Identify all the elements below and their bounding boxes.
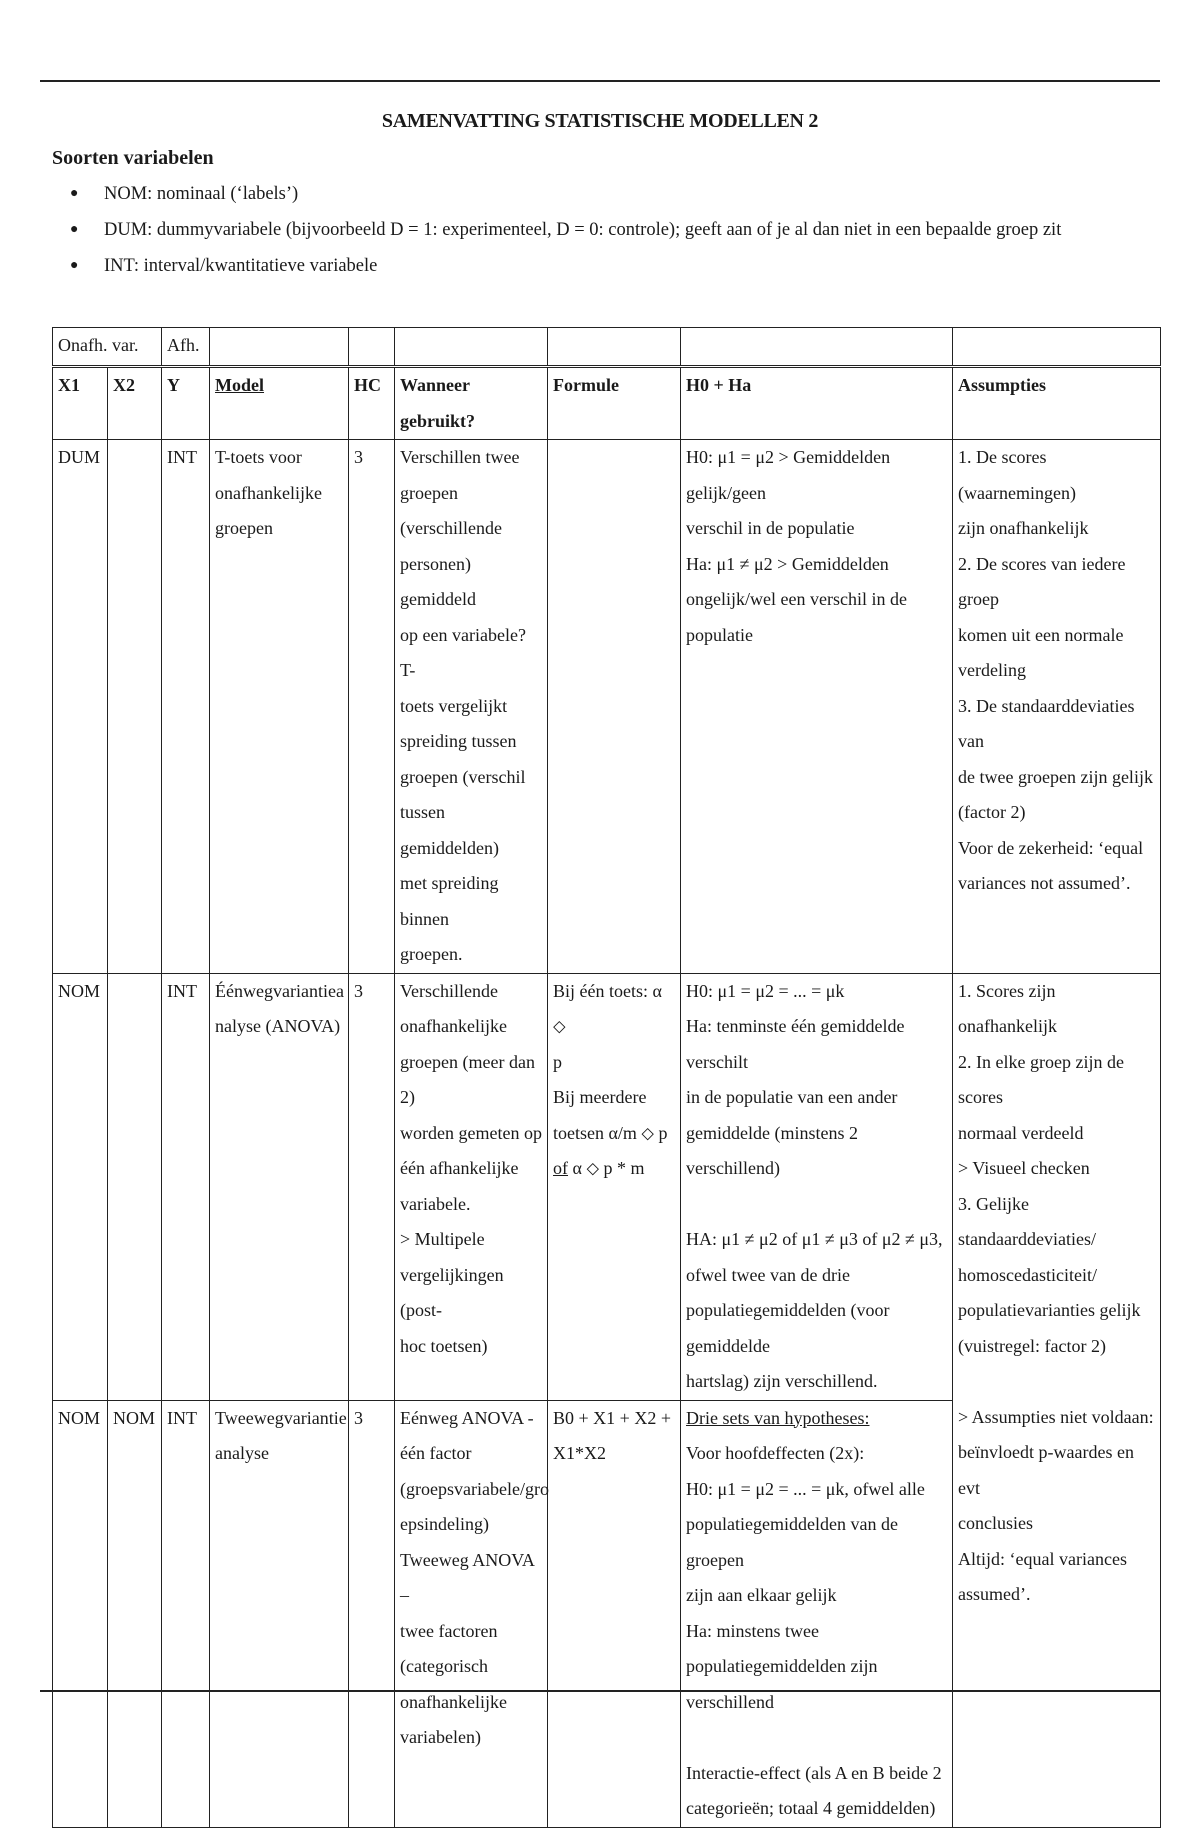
cell-hypotheses: Drie sets van hypotheses: Voor hoofdeffecten (2x): H0: μ1 = μ2 = ... = μk, ofwel alle populatiegemiddelden van de groepen zijn aan elkaar gelijk Ha: minstens twee populatiegemiddelden zijn verschillend Interactie-effect (als A en B beide 2 categorieën; totaal 4 gemiddelden): [681, 1400, 953, 1827]
list-item-text: DUM: dummyvariabele (bijvoorbeeld D = 1: experimenteel, D = 0: controle); geeft aan of je al dan niet in een bepaalde groep zit: [104, 220, 1062, 240]
col-model: Model: [210, 367, 349, 440]
cell-hc: 3: [349, 973, 395, 1400]
col-hc: HC: [349, 367, 395, 440]
cell-x2: NOM: [108, 1400, 162, 1827]
cell-y: INT: [162, 440, 210, 974]
cell-formula: [548, 440, 681, 974]
group-header-row: [53, 328, 1161, 367]
cell-hc: 3: [349, 1400, 395, 1827]
col-when: Wanneer gebruikt?: [395, 367, 548, 440]
cell-when: Eénweg ANOVA - één factor (groepsvariabele/gro epsindeling) Tweeweg ANOVA – twee factoren (categorisch onafhankelijke variabelen): [395, 1400, 548, 1827]
cell-y: INT: [162, 973, 210, 1400]
cell-assumptions: 1. Scores zijn onafhankelijk 2. In elke groep zijn de scores normaal verdeeld > Visueel checken 3. Gelijke standaarddeviaties/ homoscedasticiteit/ populatievarianties gelijk (vuistregel: factor 2) > Assumpties niet voldaan: beïnvloedt p-waardes en evt conclusies Altijd: ‘equal variances assumed’.: [953, 973, 1161, 1827]
top-rule: [40, 80, 1160, 82]
section-heading: Soorten variabelen: [52, 147, 214, 169]
cell-x2: [108, 440, 162, 974]
table-row: [53, 973, 1161, 1400]
list-item-text: NOM: nominaal (‘labels’): [104, 184, 299, 204]
bottom-rule: [40, 1690, 1160, 1692]
cell-formula: Bij één toets: α ⬦ p Bij meerdere toetsen α/m ⬦ p of α ⬦ p * m: [548, 973, 681, 1400]
cell-when: Verschillende onafhankelijke groepen (meer dan 2) worden gemeten op één afhankelijke variabele. > Multipele vergelijkingen (post- hoc toetsen): [395, 973, 548, 1400]
list-item: [70, 218, 1061, 254]
cell-hypotheses: H0: μ1 = μ2 > Gemiddelden gelijk/geen verschil in de populatie Ha: μ1 ≠ μ2 > Gemiddelden ongelijk/wel een verschil in de populatie: [681, 440, 953, 974]
cell-when: Verschillen twee groepen (verschillende personen) gemiddeld op een variabele? T- toets vergelijkt spreiding tussen groepen (verschil tussen gemiddelden) met spreiding binnen groepen.: [395, 440, 548, 974]
col-y: Y: [162, 367, 210, 440]
bullet-icon: ●: [70, 258, 79, 273]
col-assumptions: Assumpties: [953, 367, 1161, 440]
page-title: SAMENVATTING STATISTISCHE MODELLEN 2: [381, 110, 819, 132]
cell-assumptions: 1. De scores (waarnemingen) zijn onafhankelijk 2. De scores van iedere groep komen uit een normale verdeling 3. De standaarddeviaties van de twee groepen zijn gelijk (factor 2) Voor de zekerheid: ‘equal variances not assumed’.: [953, 440, 1161, 974]
cell-x2: [108, 973, 162, 1400]
variable-types-list: [70, 182, 1061, 290]
list-item: [70, 182, 1061, 218]
cell-hypotheses: H0: μ1 = μ2 = ... = μk Ha: tenminste één gemiddelde verschilt in de populatie van een ander gemiddelde (minstens 2 verschillend) HA: μ1 ≠ μ2 of μ1 ≠ μ3 of μ2 ≠ μ3, ofwel twee van de drie populatiegemiddelden (voor gemiddelde hartslag) zijn verschillend.: [681, 973, 953, 1400]
cell-formula: B0 + X1 + X2 + X1*X2: [548, 1400, 681, 1827]
col-x2: X2: [108, 367, 162, 440]
cell-model: Éénwegvariantiea nalyse (ANOVA): [210, 973, 349, 1400]
cell-model: T-toets voor onafhankelijke groepen: [210, 440, 349, 974]
cell-hc: 3: [349, 440, 395, 974]
cell-y: INT: [162, 1400, 210, 1827]
models-table: [52, 327, 1161, 1828]
independent-vars-header: Onafh. var.: [53, 328, 162, 367]
col-hypotheses: H0 + Ha: [681, 367, 953, 440]
dependent-var-header: Afh.: [162, 328, 210, 367]
cell-x1: NOM: [53, 973, 108, 1400]
col-x1: X1: [53, 367, 108, 440]
bullet-icon: ●: [70, 186, 79, 201]
column-header-row: [53, 367, 1161, 440]
cell-model: Tweewegvariantie analyse: [210, 1400, 349, 1827]
table-row: [53, 440, 1161, 974]
bullet-icon: ●: [70, 222, 79, 237]
cell-x1: NOM: [53, 1400, 108, 1827]
list-item-text: INT: interval/kwantitatieve variabele: [104, 256, 378, 276]
list-item: [70, 254, 1061, 290]
col-formula: Formule: [548, 367, 681, 440]
cell-x1: DUM: [53, 440, 108, 974]
